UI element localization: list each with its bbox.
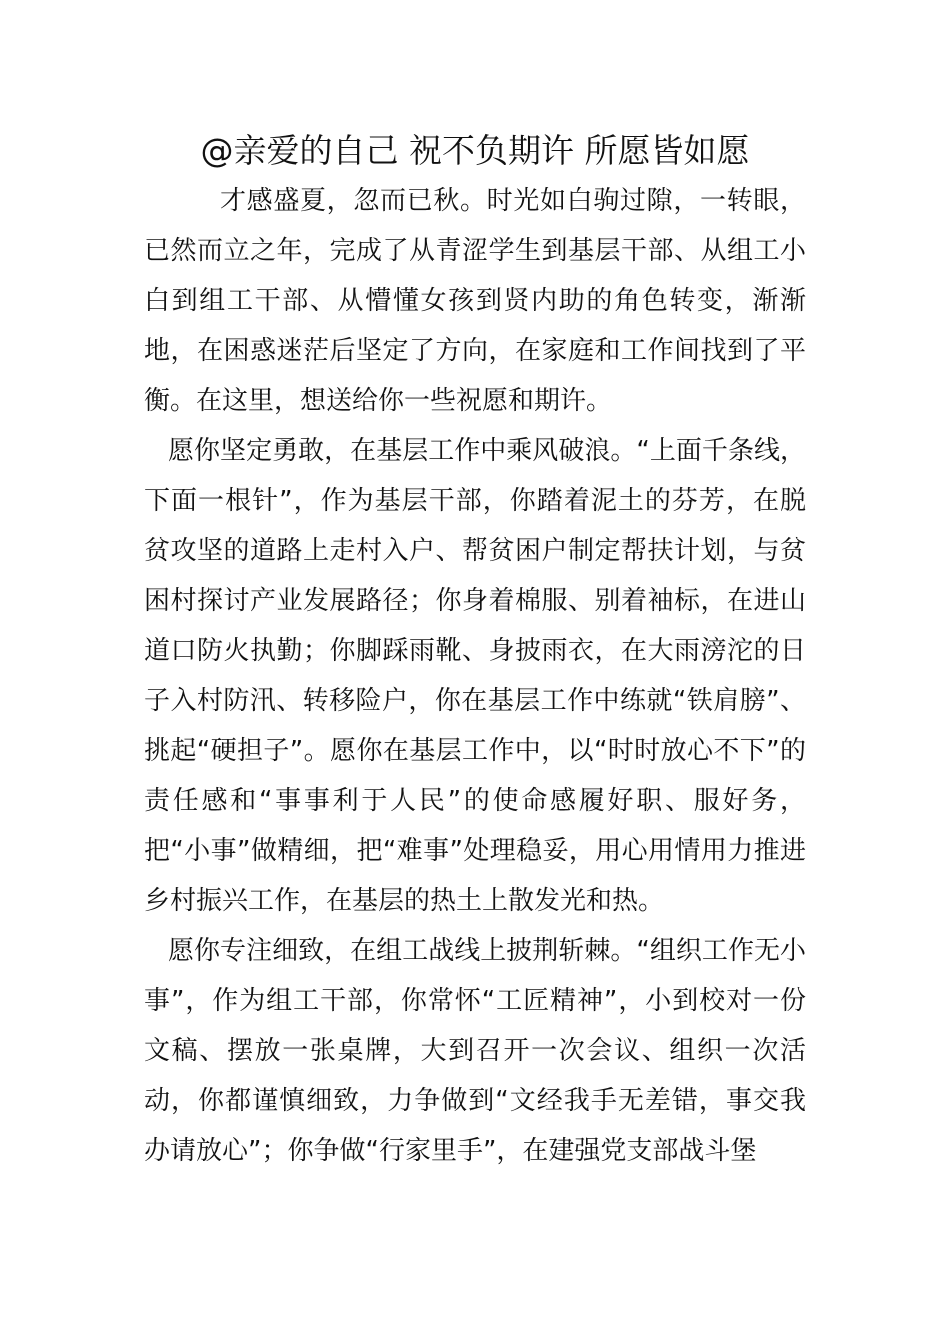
paragraph-organization: 愿你专注细致，在组工战线上披荆斩棘。“组织工作无小事”，作为组工干部，你常怀“工匠精神”，小到校对一份文稿、摆放一张桌牌，大到召开一次会议、组织一次活动，你都谨慎细致，力争做到“文经我手无差错，事交我办请放心”；你争做“行家里手”，在建强党支部战斗堡 <box>144 936 806 1166</box>
document-title: @亲爱的自己 祝不负期许 所愿皆如愿 <box>200 131 750 170</box>
paragraph-grassroots: 愿你坚定勇敢，在基层工作中乘风破浪。“上面千条线，下面一根针”，作为基层干部，你踏着泥土的芬芳，在脱贫攻坚的道路上走村入户、帮贫困户制定帮扶计划，与贫困村探讨产业发展路径；你身着棉服、别着袖标，在进山道口防火执勤；你脚踩雨靴、身披雨衣，在大雨滂沱的日子入村防汛、转移险户，你在基层工作中练就“铁肩膀”、挑起“硬担子”。愿你在基层工作中，以“时时放心不下”的责任感和“事事利于人民”的使命感履好职、服好务，把“小事”做精细，把“难事”处理稳妥，用心用情用力推进乡村振兴工作，在基层的热土上散发光和热。 <box>144 436 806 916</box>
document-body <box>144 176 806 1176</box>
paragraph-intro: 才感盛夏，忽而已秋。时光如白驹过隙，一转眼，已然而立之年，完成了从青涩学生到基层干部、从组工小白到组工干部、从懵懂女孩到贤内助的角色转变，渐渐地，在困惑迷茫后坚定了方向，在家庭和工作间找到了平衡。在这里，想送给你一些祝愿和期许。 <box>144 186 806 416</box>
